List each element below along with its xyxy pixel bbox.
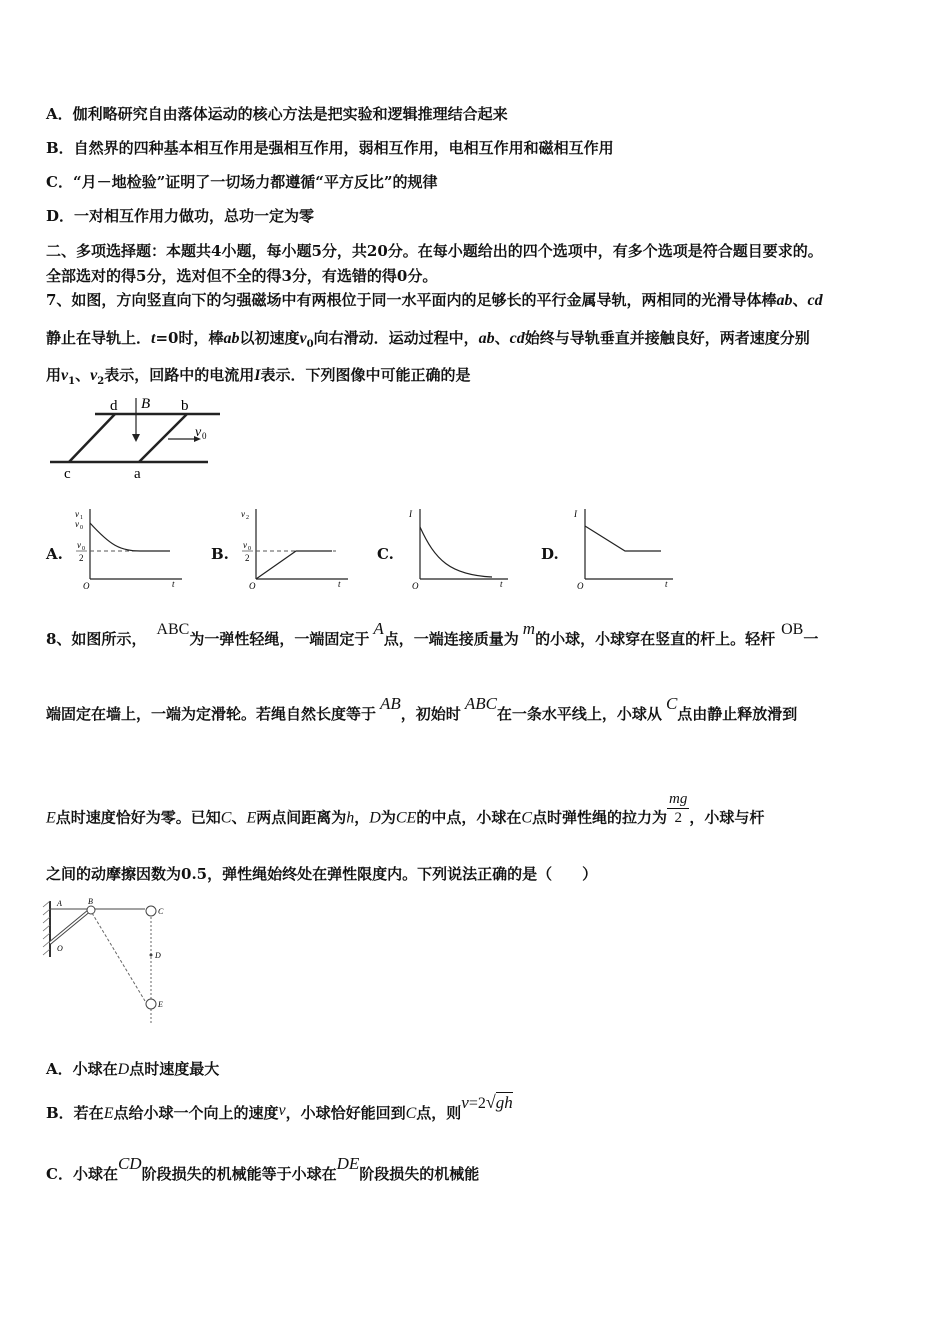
section2-heading-line2: 全部选对的得5分，选对但不全的得3分，有选错的得0分。 (46, 267, 438, 285)
q8-option-a: A．小球在D点时速度最大 (46, 1060, 220, 1078)
svg-text:2: 2 (79, 553, 84, 563)
svg-text:t: t (338, 579, 341, 589)
svg-text:0: 0 (202, 431, 207, 441)
q7-stem-line1: 7、如图，方向竖直向下的匀强磁场中有两根位于同一水平面内的足够长的平行金属导轨，两相同的光滑导体棒ab、cd (46, 291, 823, 309)
svg-text:v: v (75, 519, 79, 529)
svg-text:I: I (574, 509, 577, 519)
svg-text:D: D (155, 951, 161, 960)
q8-tension-fraction: $\frac{mg}{2}$ (669, 791, 688, 826)
svg-text:2: 2 (245, 553, 250, 563)
svg-text:2: 2 (246, 515, 249, 521)
svg-text:C: C (158, 907, 164, 916)
q7-graph-b-label: B. (211, 545, 229, 563)
q7-stem-line3: 用$v_1$、$v_2$表示，回路中的电流用I表示．下列图像中可能正确的是 (46, 366, 471, 387)
svg-text:O: O (249, 581, 256, 590)
v1-curve (90, 523, 170, 551)
svg-text:B: B (88, 897, 93, 906)
svg-text:O: O (577, 581, 584, 590)
svg-text:0: 0 (82, 546, 85, 552)
q8-stem-line2: 端固定在墙上，一端为定滑轮。若绳自然长度等于AB，初始时ABC在一条水平线上，小球从C点由静止释放滑到 (46, 694, 798, 723)
q7-graph-d (565, 505, 685, 590)
svg-text:v: v (75, 509, 79, 519)
svg-text:E: E (158, 1000, 163, 1009)
q6-option-c: C．“月－地检验”证明了一切场力都遵循“平方反比”的规律 (46, 173, 438, 191)
svg-text:v: v (77, 540, 81, 550)
q8-stem-line4: 之间的动摩擦因数为0.5，弹性绳始终处在弹性限度内。下列说法正确的是（ ） (46, 865, 598, 883)
q8-stem-line3: E点时速度恰好为零。已知C、E两点间距离为h，D为CE的中点，小球在C点时弹性绳的拉力为 $\frac{mg}{2}$ ，小球与杆 (46, 791, 765, 827)
q7-graph-a-label: A. (46, 545, 63, 563)
svg-text:O: O (57, 944, 63, 953)
q8-stem-line1: 8、如图所示，ABC为一弹性轻绳，一端固定于A点，一端连接质量为m的小球，小球穿在竖直的杆上。轻杆OB一 (46, 619, 819, 648)
q6-option-b: B．自然界的四种基本相互作用是强相互作用，弱相互作用，电相互作用和磁相互作用 (46, 139, 614, 157)
q7-rail-figure (40, 392, 220, 482)
svg-text:0: 0 (248, 546, 251, 552)
q6-option-d: D．一对相互作用力做功，总功一定为零 (46, 207, 315, 225)
q7-stem-line2: 静止在导轨上．t=0时，棒ab以初速度$v_0$向右滑动．运动过程中，ab、cd始终与导轨垂直并接触良好，两者速度分别 (46, 329, 810, 350)
current-curve (420, 527, 492, 577)
v2-curve (256, 551, 332, 579)
q7-graph-c-label: C. (377, 545, 394, 563)
q7-graph-d-label: D. (541, 545, 559, 563)
label-B: B (141, 396, 151, 412)
label-b: b (181, 398, 189, 414)
rod-cd (69, 414, 115, 462)
q7-graph-b (236, 505, 356, 590)
rod-ab (139, 414, 187, 462)
svg-text:O: O (83, 581, 90, 590)
rope-stretched (92, 913, 145, 1001)
current-line (585, 526, 661, 551)
svg-text:1: 1 (80, 515, 83, 521)
svg-text:t: t (500, 579, 503, 589)
svg-text:t: t (665, 579, 668, 589)
label-c: c (64, 466, 71, 482)
q8-option-c: C．小球在CD阶段损失的机械能等于小球在DE阶段损失的机械能 (46, 1154, 480, 1183)
q7-graph-c (400, 505, 520, 590)
q6-option-a: A．伽利略研究自由落体运动的核心方法是把实验和逻辑推理结合起来 (46, 105, 508, 123)
label-v0: v (195, 425, 202, 440)
svg-text:t: t (172, 579, 175, 589)
svg-text:O: O (412, 581, 419, 590)
ball-e (146, 999, 156, 1009)
svg-text:I: I (409, 509, 412, 519)
label-d: d (110, 398, 118, 414)
label-a: a (134, 466, 141, 482)
q8-figure (40, 895, 180, 1030)
q8-option-b: B．若在E点给小球一个向上的速度v，小球恰好能回到C点，则v=2√gh (46, 1092, 513, 1122)
svg-text:v: v (243, 540, 247, 550)
ball-c (146, 906, 156, 916)
section2-heading-line1: 二、多项选择题：本题共4小题，每小题5分，共20分。在每小题给出的四个选项中，有多个选项是符合题目要求的。 (46, 242, 823, 260)
svg-text:0: 0 (80, 525, 83, 531)
svg-text:v: v (241, 509, 245, 519)
q7-graph-a (70, 505, 190, 590)
svg-text:A: A (57, 899, 62, 908)
